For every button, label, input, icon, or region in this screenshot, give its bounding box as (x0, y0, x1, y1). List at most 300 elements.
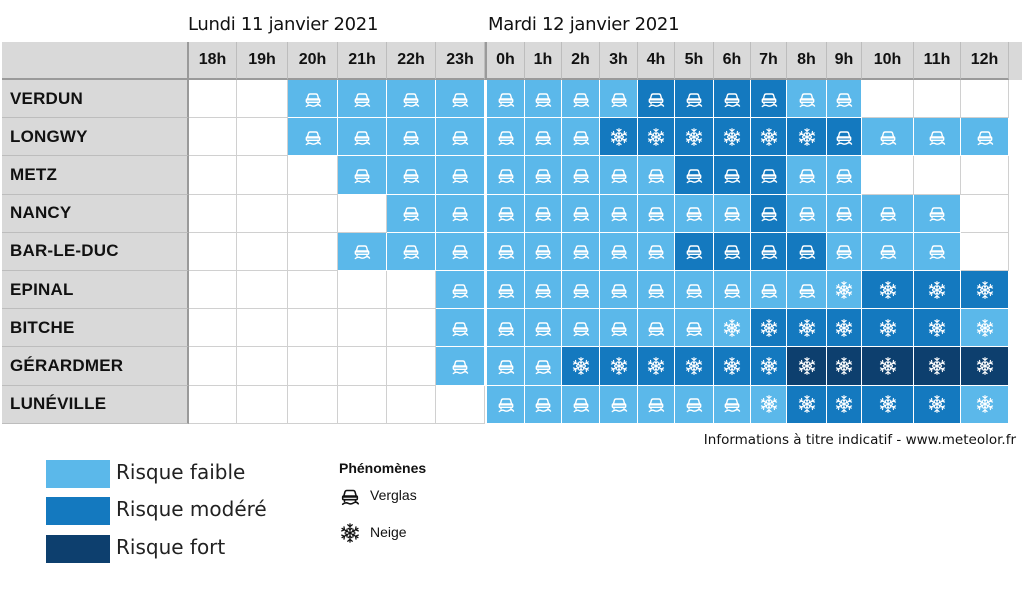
risk-cell (787, 156, 827, 194)
city-row (2, 156, 1022, 194)
risk-cell (600, 118, 638, 156)
risk-cell (787, 386, 827, 424)
risk-cell (638, 195, 675, 233)
black-ice-car-icon (352, 127, 372, 147)
risk-cell (485, 156, 525, 194)
empty-cell (237, 271, 288, 309)
black-ice-car-icon (450, 318, 470, 338)
risk-cell (338, 233, 387, 271)
black-ice-car-icon (401, 165, 421, 185)
snowflake-icon (339, 522, 361, 544)
black-ice-car-icon (759, 89, 779, 109)
empty-cell (189, 195, 237, 233)
risk-cell (525, 386, 562, 424)
empty-cell (338, 195, 387, 233)
risk-cell (751, 347, 787, 385)
risk-cell (914, 118, 961, 156)
black-ice-car-icon (975, 127, 995, 147)
risk-cell (675, 347, 714, 385)
black-ice-car-icon (927, 241, 947, 261)
risk-cell (638, 271, 675, 309)
snowflake-icon (878, 394, 898, 414)
risk-cell (525, 156, 562, 194)
risk-cell (525, 118, 562, 156)
black-ice-car-icon (571, 165, 591, 185)
black-ice-car-icon (834, 241, 854, 261)
risk-cell (485, 271, 525, 309)
black-ice-car-icon (401, 241, 421, 261)
risk-cell (862, 195, 914, 233)
risk-cell (961, 309, 1009, 347)
black-ice-car-icon (352, 165, 372, 185)
risk-cell (714, 386, 751, 424)
city-name: METZ (2, 156, 189, 194)
black-ice-car-icon (759, 203, 779, 223)
snowflake-icon (609, 127, 629, 147)
risk-cell (600, 195, 638, 233)
risk-cell (675, 80, 714, 118)
hour-header: 5h (675, 42, 714, 80)
risk-cell (675, 156, 714, 194)
black-ice-car-icon (834, 89, 854, 109)
risk-cell (827, 309, 862, 347)
legend-label-high: Risque fort (116, 535, 226, 559)
risk-cell (485, 195, 525, 233)
city-row (2, 195, 1022, 233)
empty-cell (189, 386, 237, 424)
hour-header: 22h (387, 42, 436, 80)
empty-cell (387, 386, 436, 424)
empty-cell (288, 309, 338, 347)
risk-cell (675, 118, 714, 156)
black-ice-car-icon (533, 165, 553, 185)
risk-cell (525, 347, 562, 385)
snowflake-icon (834, 280, 854, 300)
black-ice-car-icon (571, 280, 591, 300)
risk-cell (638, 80, 675, 118)
snowflake-icon (646, 127, 666, 147)
black-ice-car-icon (609, 394, 629, 414)
black-ice-car-icon (450, 203, 470, 223)
forecast-grid (2, 42, 1022, 424)
snowflake-icon (684, 356, 704, 376)
risk-cell (638, 309, 675, 347)
risk-cell (562, 156, 600, 194)
risk-cell (787, 347, 827, 385)
empty-cell (237, 195, 288, 233)
risk-cell (562, 118, 600, 156)
risk-cell (338, 156, 387, 194)
risk-cell (675, 386, 714, 424)
empty-cell (288, 233, 338, 271)
black-ice-car-icon (646, 89, 666, 109)
black-ice-car-icon (759, 241, 779, 261)
risk-cell (562, 386, 600, 424)
risk-cell (914, 271, 961, 309)
city-row (2, 118, 1022, 156)
risk-cell (714, 118, 751, 156)
black-ice-car-icon (571, 241, 591, 261)
black-ice-car-icon (496, 165, 516, 185)
snowflake-icon (722, 356, 742, 376)
risk-cell (862, 233, 914, 271)
snowflake-icon (684, 127, 704, 147)
risk-cell (914, 195, 961, 233)
snowflake-icon (646, 356, 666, 376)
hour-header: 11h (914, 42, 961, 80)
snowflake-icon (927, 394, 947, 414)
risk-cell (562, 233, 600, 271)
black-ice-car-icon (646, 394, 666, 414)
day-label-monday: Lundi 11 janvier 2021 (188, 14, 379, 35)
black-ice-car-icon (533, 89, 553, 109)
snowflake-icon (834, 318, 854, 338)
snowflake-icon (722, 318, 742, 338)
hour-header: 0h (485, 42, 525, 80)
phenomena-snow-label: Neige (370, 524, 407, 540)
risk-cell (787, 309, 827, 347)
empty-cell (288, 347, 338, 385)
risk-cell (862, 271, 914, 309)
risk-cell (387, 195, 436, 233)
risk-cell (714, 271, 751, 309)
risk-cell (288, 80, 338, 118)
risk-cell (787, 80, 827, 118)
black-ice-car-icon (609, 165, 629, 185)
black-ice-car-icon (834, 127, 854, 147)
black-ice-car-icon (646, 280, 666, 300)
empty-cell (338, 309, 387, 347)
black-ice-car-icon (303, 127, 323, 147)
empty-cell (862, 156, 914, 194)
city-name: EPINAL (2, 271, 189, 309)
risk-cell (714, 347, 751, 385)
risk-cell (638, 118, 675, 156)
hour-header: 21h (338, 42, 387, 80)
black-ice-car-icon (684, 318, 704, 338)
risk-cell (787, 195, 827, 233)
phenomena-title: Phénomènes (339, 460, 427, 476)
empty-cell (914, 156, 961, 194)
black-ice-car-icon (797, 165, 817, 185)
hour-header-row (2, 42, 1022, 80)
snowflake-icon (571, 356, 591, 376)
risk-cell (600, 386, 638, 424)
empty-cell (237, 80, 288, 118)
black-ice-car-icon (609, 203, 629, 223)
black-ice-car-icon (646, 203, 666, 223)
risk-cell (914, 347, 961, 385)
risk-cell (562, 347, 600, 385)
risk-cell (638, 156, 675, 194)
risk-cell (787, 271, 827, 309)
black-ice-car-icon (797, 203, 817, 223)
legend-label-low: Risque faible (116, 460, 246, 484)
black-ice-car-icon (722, 280, 742, 300)
risk-cell (827, 233, 862, 271)
risk-cell (485, 80, 525, 118)
snowflake-icon (878, 280, 898, 300)
empty-cell (189, 347, 237, 385)
snowflake-icon (797, 127, 817, 147)
empty-cell (914, 80, 961, 118)
black-ice-car-icon (496, 280, 516, 300)
risk-cell (675, 195, 714, 233)
empty-cell (288, 195, 338, 233)
hour-header: 2h (562, 42, 600, 80)
empty-cell (237, 118, 288, 156)
black-ice-car-icon (684, 89, 704, 109)
hour-header: 3h (600, 42, 638, 80)
risk-cell (600, 271, 638, 309)
risk-cell (751, 309, 787, 347)
risk-cell (600, 233, 638, 271)
legend-swatch-moderate (46, 497, 110, 525)
black-ice-car-icon (609, 89, 629, 109)
hour-header: 4h (638, 42, 675, 80)
risk-cell (714, 80, 751, 118)
empty-cell (288, 156, 338, 194)
black-ice-car-icon (571, 127, 591, 147)
black-ice-car-icon (722, 165, 742, 185)
black-ice-car-icon (927, 127, 947, 147)
risk-cell (562, 195, 600, 233)
risk-cell (751, 156, 787, 194)
risk-cell (436, 195, 485, 233)
black-ice-car-icon (684, 241, 704, 261)
risk-cell (914, 386, 961, 424)
day-label-tuesday: Mardi 12 janvier 2021 (488, 14, 680, 35)
snowflake-icon (927, 356, 947, 376)
empty-cell (338, 386, 387, 424)
risk-cell (525, 271, 562, 309)
snowflake-icon (975, 318, 995, 338)
risk-cell (827, 80, 862, 118)
risk-cell (961, 271, 1009, 309)
black-ice-car-icon (339, 485, 361, 507)
empty-cell (237, 347, 288, 385)
risk-cell (961, 386, 1009, 424)
black-ice-car-icon (684, 280, 704, 300)
empty-cell (288, 271, 338, 309)
risk-cell (787, 233, 827, 271)
black-ice-car-icon (496, 394, 516, 414)
snowflake-icon (797, 394, 817, 414)
risk-cell (436, 118, 485, 156)
empty-cell (189, 80, 237, 118)
risk-cell (600, 80, 638, 118)
risk-cell (525, 80, 562, 118)
risk-cell (525, 309, 562, 347)
risk-cell (525, 233, 562, 271)
header-corner (2, 42, 189, 80)
risk-cell (827, 271, 862, 309)
hour-header: 12h (961, 42, 1009, 80)
black-ice-car-icon (496, 356, 516, 376)
risk-cell (751, 271, 787, 309)
black-ice-car-icon (533, 280, 553, 300)
empty-cell (338, 271, 387, 309)
black-ice-car-icon (646, 318, 666, 338)
black-ice-car-icon (834, 203, 854, 223)
snowflake-icon (797, 318, 817, 338)
city-row (2, 80, 1022, 118)
risk-cell (436, 309, 485, 347)
black-ice-car-icon (533, 356, 553, 376)
black-ice-car-icon (684, 165, 704, 185)
empty-cell (387, 271, 436, 309)
black-ice-car-icon (450, 241, 470, 261)
risk-cell (714, 156, 751, 194)
risk-cell (714, 195, 751, 233)
risk-cell (961, 118, 1009, 156)
risk-cell (751, 386, 787, 424)
risk-cell (787, 118, 827, 156)
risk-cell (485, 309, 525, 347)
risk-cell (751, 118, 787, 156)
black-ice-car-icon (797, 280, 817, 300)
empty-cell (338, 347, 387, 385)
risk-cell (436, 347, 485, 385)
hour-header: 20h (288, 42, 338, 80)
black-ice-car-icon (878, 241, 898, 261)
city-name: NANCY (2, 195, 189, 233)
black-ice-car-icon (797, 241, 817, 261)
city-name: GÉRARDMER (2, 347, 189, 385)
black-ice-car-icon (450, 89, 470, 109)
risk-cell (600, 347, 638, 385)
black-ice-car-icon (496, 203, 516, 223)
risk-cell (638, 347, 675, 385)
empty-cell (189, 118, 237, 156)
risk-cell (675, 271, 714, 309)
risk-cell (827, 156, 862, 194)
empty-cell (961, 156, 1009, 194)
hour-header: 1h (525, 42, 562, 80)
black-ice-car-icon (878, 127, 898, 147)
black-ice-car-icon (684, 394, 704, 414)
black-ice-car-icon (450, 280, 470, 300)
snowflake-icon (927, 280, 947, 300)
empty-cell (237, 233, 288, 271)
risk-cell (436, 156, 485, 194)
risk-cell (862, 118, 914, 156)
risk-cell (914, 309, 961, 347)
risk-cell (338, 80, 387, 118)
black-ice-car-icon (496, 241, 516, 261)
source-note: Informations à titre indicatif - www.meteolor.fr (703, 432, 1016, 448)
risk-cell (638, 386, 675, 424)
black-ice-car-icon (646, 241, 666, 261)
snowflake-icon (878, 318, 898, 338)
black-ice-car-icon (352, 241, 372, 261)
black-ice-car-icon (927, 203, 947, 223)
black-ice-car-icon (496, 318, 516, 338)
black-ice-car-icon (571, 203, 591, 223)
empty-cell (862, 80, 914, 118)
risk-cell (525, 195, 562, 233)
snowflake-icon (759, 394, 779, 414)
black-ice-car-icon (609, 241, 629, 261)
empty-cell (237, 386, 288, 424)
legend-swatch-low (46, 460, 110, 488)
black-ice-car-icon (571, 89, 591, 109)
snowflake-icon (759, 318, 779, 338)
risk-cell (714, 309, 751, 347)
snowflake-icon (759, 356, 779, 376)
empty-cell (436, 386, 485, 424)
black-ice-car-icon (878, 203, 898, 223)
snowflake-icon (927, 318, 947, 338)
black-ice-car-icon (303, 89, 323, 109)
hour-header: 19h (237, 42, 288, 80)
risk-cell (436, 233, 485, 271)
black-ice-car-icon (533, 127, 553, 147)
hour-header: 23h (436, 42, 485, 80)
snowflake-icon (797, 356, 817, 376)
snowflake-icon (975, 394, 995, 414)
black-ice-car-icon (609, 280, 629, 300)
empty-cell (387, 347, 436, 385)
risk-cell (387, 156, 436, 194)
black-ice-car-icon (722, 394, 742, 414)
hour-header: 18h (189, 42, 237, 80)
risk-cell (751, 195, 787, 233)
snowflake-icon (975, 280, 995, 300)
black-ice-car-icon (533, 203, 553, 223)
black-ice-car-icon (797, 89, 817, 109)
black-ice-car-icon (496, 127, 516, 147)
risk-cell (675, 233, 714, 271)
black-ice-car-icon (684, 203, 704, 223)
phenomena-ice-label: Verglas (370, 487, 417, 503)
risk-cell (638, 233, 675, 271)
risk-cell (562, 80, 600, 118)
risk-cell (387, 118, 436, 156)
empty-cell (189, 233, 237, 271)
snowflake-icon (834, 356, 854, 376)
snowflake-icon (878, 356, 898, 376)
empty-cell (237, 309, 288, 347)
risk-cell (827, 195, 862, 233)
risk-cell (751, 233, 787, 271)
risk-cell (485, 386, 525, 424)
city-row (2, 309, 1022, 347)
risk-cell (862, 309, 914, 347)
risk-cell (288, 118, 338, 156)
black-ice-car-icon (533, 394, 553, 414)
risk-cell (714, 233, 751, 271)
risk-cell (485, 347, 525, 385)
risk-cell (600, 309, 638, 347)
black-ice-car-icon (533, 318, 553, 338)
black-ice-car-icon (722, 241, 742, 261)
snowflake-icon (609, 356, 629, 376)
risk-cell (751, 80, 787, 118)
black-ice-car-icon (450, 356, 470, 376)
risk-cell (338, 118, 387, 156)
black-ice-car-icon (533, 241, 553, 261)
black-ice-car-icon (401, 89, 421, 109)
risk-cell (914, 233, 961, 271)
hour-header: 9h (827, 42, 862, 80)
black-ice-car-icon (352, 89, 372, 109)
empty-cell (961, 233, 1009, 271)
hour-header: 7h (751, 42, 787, 80)
black-ice-car-icon (571, 318, 591, 338)
legend-label-moderate: Risque modéré (116, 497, 267, 521)
empty-cell (387, 309, 436, 347)
